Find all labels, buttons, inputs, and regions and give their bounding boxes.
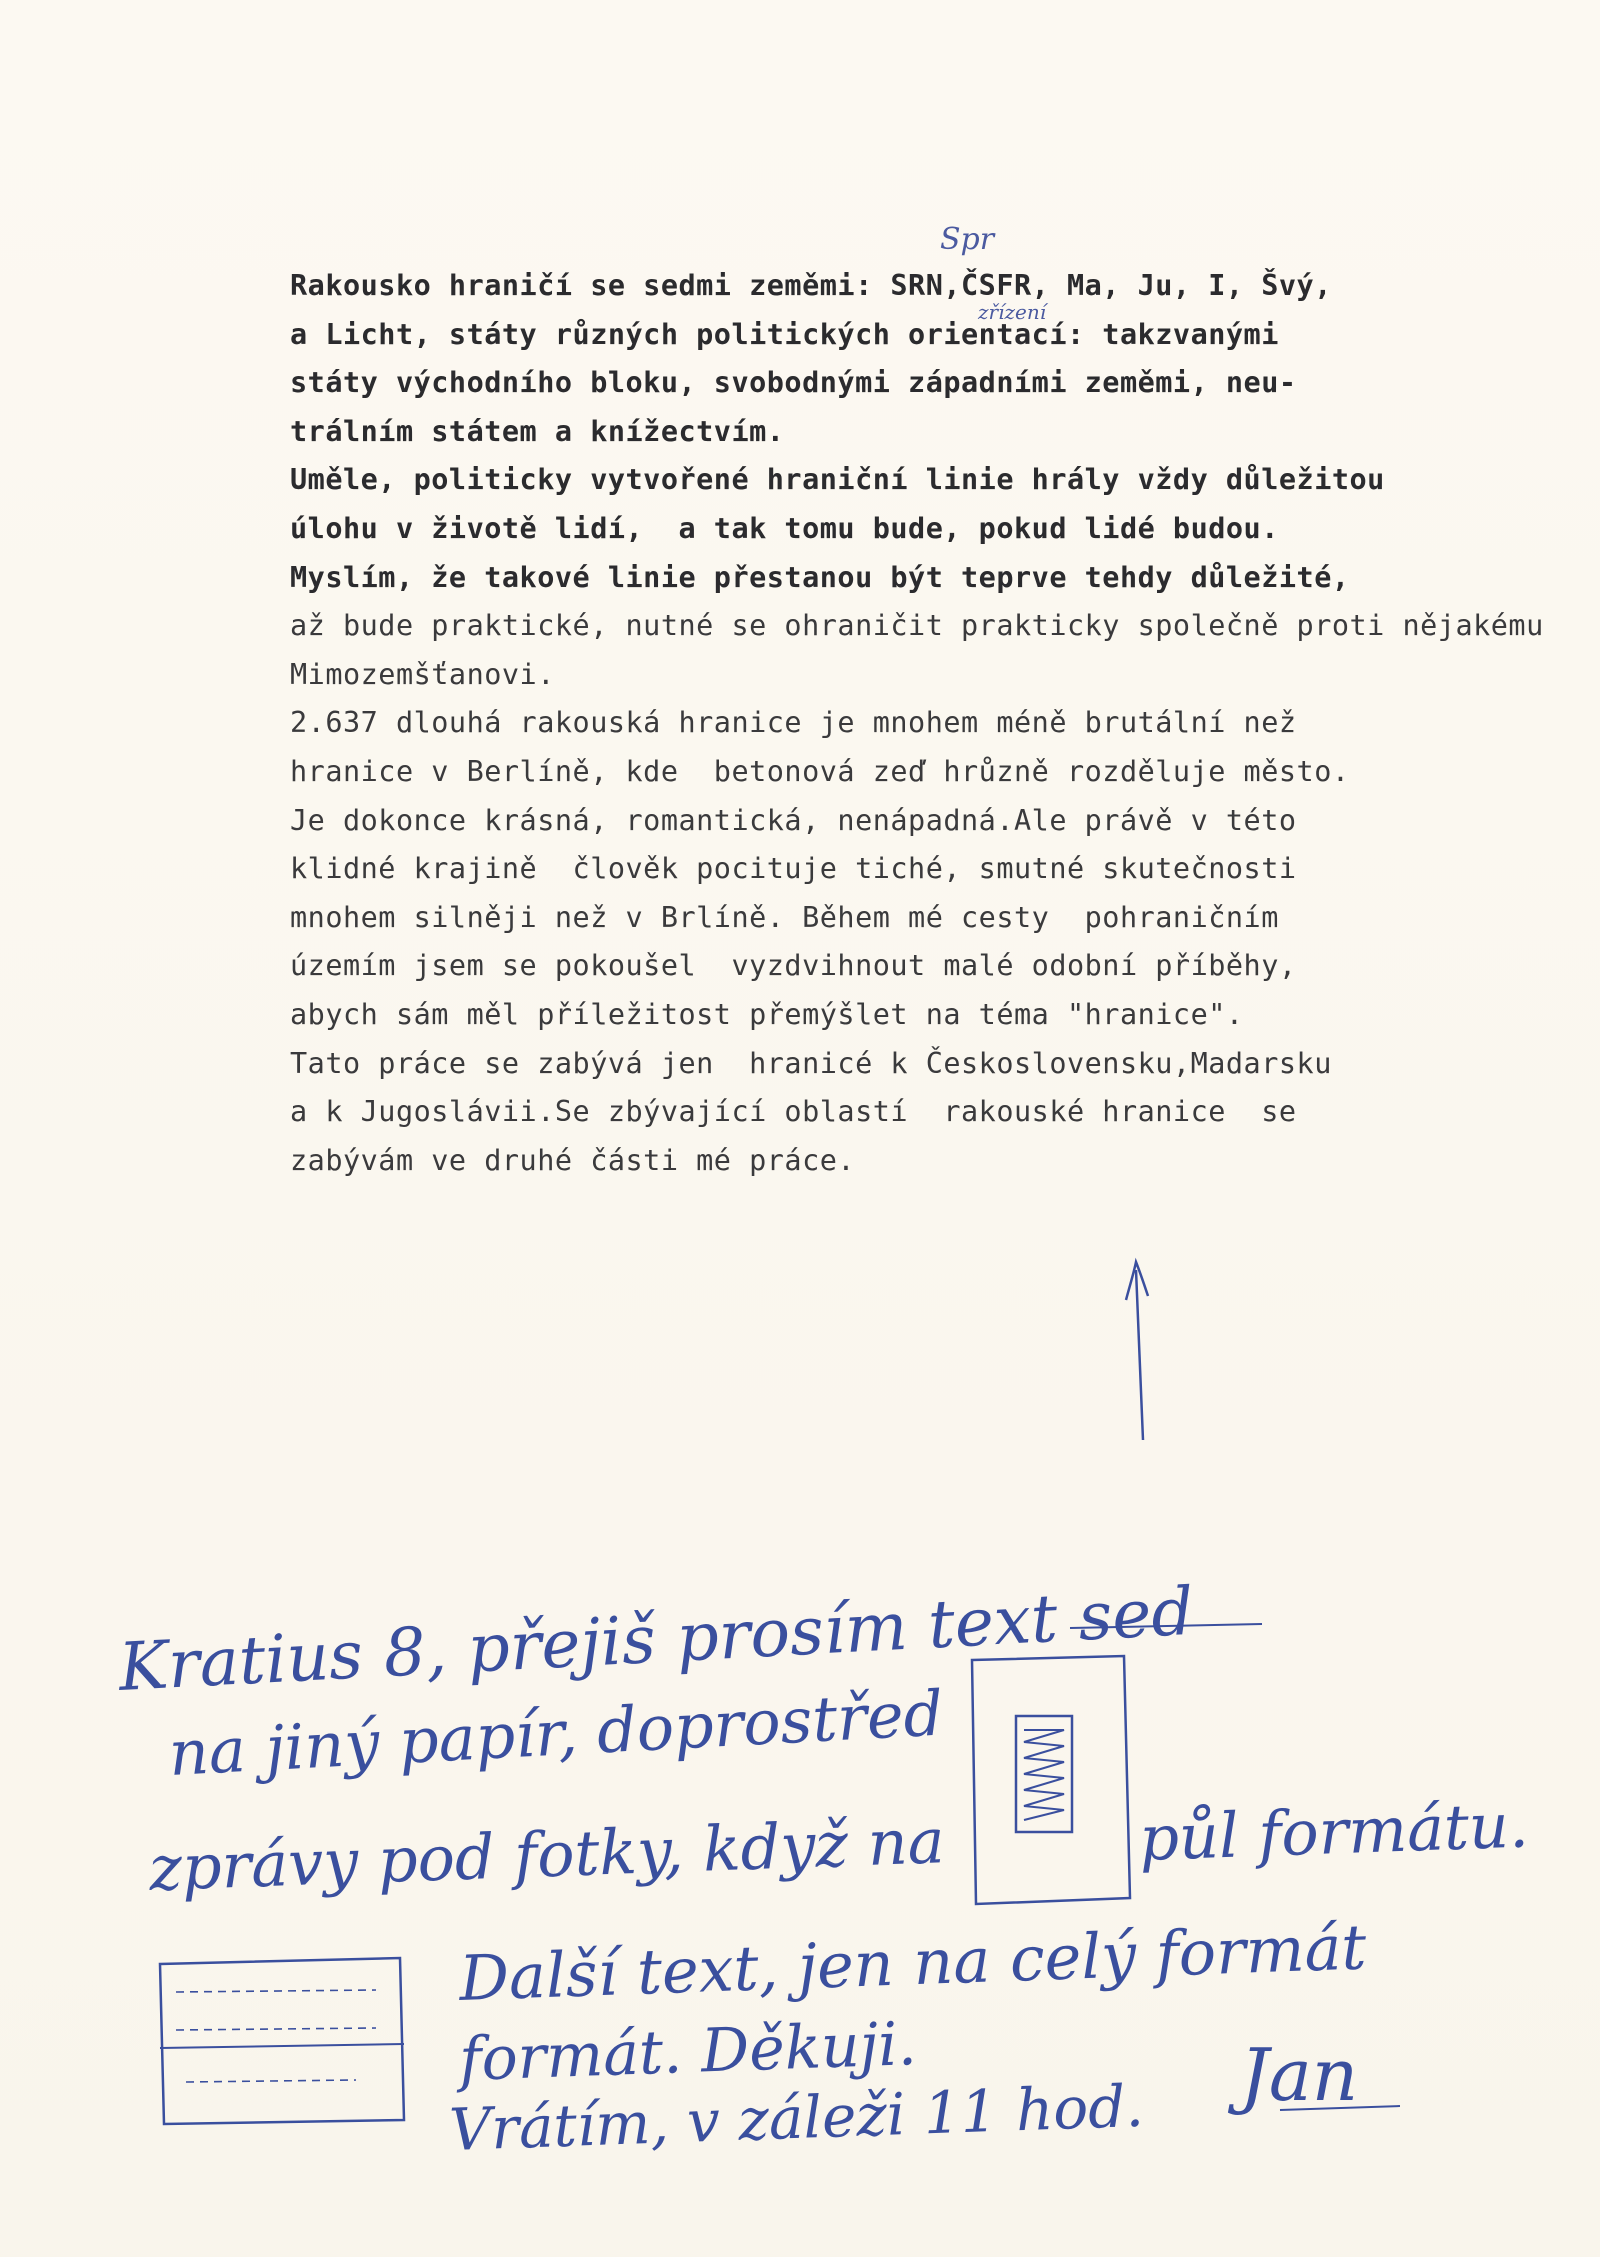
typed-line: územím jsem se pokoušel vyzdvihnout malé odobní příběhy, — [290, 949, 1297, 983]
arrow-up-icon — [1126, 1262, 1148, 1440]
typed-line: klidné krajině člověk pocituje tiché, smutné skutečnosti — [290, 852, 1297, 886]
signature: Jan — [1240, 2033, 1359, 2117]
typed-line: státy východního bloku, svobodnými západními zeměmi, neu- — [290, 366, 1297, 400]
typed-line: Je dokonce krásná, romantická, nenápadná.Ale právě v této — [290, 803, 1297, 837]
typed-line: a Licht, státy různých politických orientací: takzvanými — [290, 317, 1279, 351]
typed-line: trálním státem a knížectvím. — [290, 414, 785, 448]
typed-line: Myslím, že takové linie přestanou být teprve tehdy důležité, — [290, 560, 1350, 594]
typed-line: úlohu v životě lidí, a tak tomu bude, pokud lidé budou. — [290, 511, 1279, 545]
typed-line: abych sám měl příležitost přemýšlet na téma "hranice". — [290, 997, 1244, 1031]
handwritten-line: na jiný papír, doprostřed — [166, 1676, 945, 1790]
handwritten-line: půl formátu. — [1137, 1788, 1530, 1875]
handwritten-line: zprávy pod fotky, když na — [147, 1804, 946, 1905]
top-scribble-note: Spr — [940, 222, 995, 257]
typed-line: Rakousko hraničí se sedmi zeměmi: SRN,ČSFR, Ma, Ju, I, Švý, — [290, 269, 1332, 302]
handwritten-line: Vrátím, v záleži 11 hod. — [448, 2071, 1145, 2164]
handwritten-line: Kratius 8, přejiš prosím text sed — [116, 1572, 1196, 1706]
landscape-sketch-icon — [160, 1958, 404, 2124]
typed-line: zabývám ve druhé části mé práce. — [290, 1143, 856, 1177]
typed-line: Tato práce se zabývá jen hranicé k Československu,Madarsku — [290, 1046, 1332, 1080]
interlinear-correction: zřízení — [978, 300, 1047, 324]
typed-line: mnohem silněji než v Brlíně. Během mé cesty pohraničním — [290, 900, 1279, 934]
typed-line: 2.637 dlouhá rakouská hranice je mnohem méně brutální než — [290, 706, 1297, 740]
typed-line: a k Jugoslávii.Se zbývající oblastí rakouské hranice se — [290, 1095, 1297, 1129]
handwritten-line: Další text, jen na celý formát — [457, 1910, 1368, 2015]
handwritten-line: formát. Děkuji. — [458, 2009, 918, 2095]
typed-line: až bude praktické, nutné se ohraničit prakticky společně proti nějakému — [290, 609, 1544, 643]
layout-sketch-icon — [972, 1656, 1130, 1904]
typed-line: Uměle, politicky vytvořené hraniční linie hrály vždy důležitou — [290, 463, 1385, 497]
typed-line: Mimozemšťanovi. — [290, 657, 555, 691]
typed-line: hranice v Berlíně, kde betonová zeď hrůzně rozděluje město. — [290, 754, 1350, 788]
